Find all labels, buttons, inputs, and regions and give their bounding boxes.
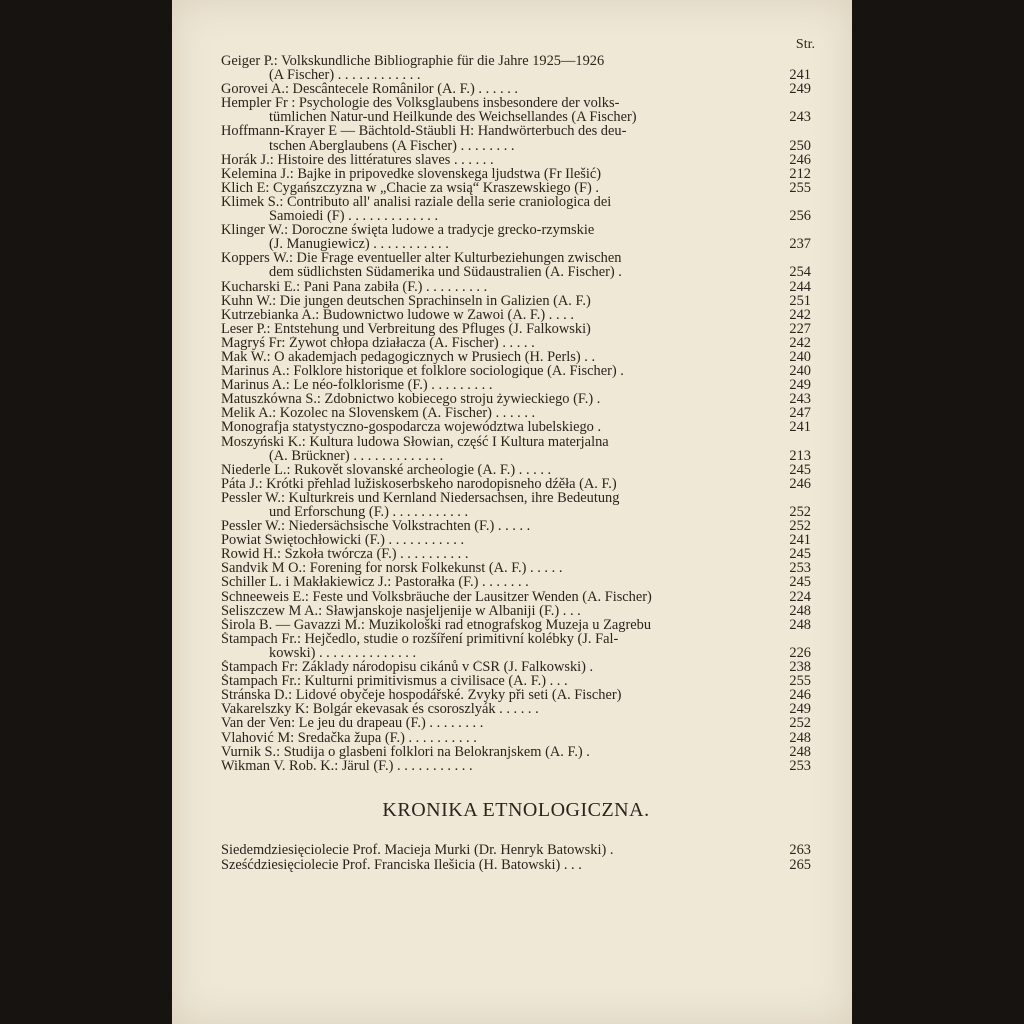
page-number: 241 [789,532,811,549]
toc-entry [221,547,811,561]
entry-text [221,82,771,96]
page-number: 248 [789,616,811,633]
entry-text [221,618,771,632]
toc-entry [221,336,811,350]
entry-text [221,124,771,152]
page-number: 251 [789,292,811,309]
entry-line: Monografja statystyczno-gospodarcza województwa lubelskiego . [221,420,602,435]
entry-text [221,575,771,589]
entry-line: Kuhn W.: Die jungen deutschen Sprachinseln in Galizien (A. F.) [221,293,591,308]
toc-entry [221,406,811,420]
entry-text [221,858,771,873]
toc-entry [221,82,811,96]
entry-text [221,96,771,124]
page-number: 241 [789,419,811,436]
entry-line: Van der Ven: Le jeu du drapeau (F.) . . . . . . . . [221,716,484,731]
entry-text [221,477,771,491]
toc-entry [221,420,811,434]
entry-text [221,336,771,350]
entry-text [221,420,771,434]
toc-entry [221,858,811,873]
entry-line: Geiger P.: Volkskundliche Bibliographie für die Jahre 1925—1926 [221,54,605,69]
entry-line: Niederle L.: Rukovět slovanské archeologie (A. F.) . . . . . [221,462,552,477]
entries-list [221,54,811,773]
entry-line: Štampach Fr.: Hejčedlo, studie o rozšíření primitivní kolébky (J. Fal- [221,631,619,646]
toc-entry [221,843,811,858]
page-number: 238 [789,659,811,676]
page-number: 263 [789,841,811,858]
entry-line: Marinus A.: Le néo-folklorisme (F.) . . . . . . . . . [221,378,493,393]
entry-text [221,731,771,745]
entry-text [221,519,771,533]
entry-line: Hempler Fr : Psychologie des Volksglaubens insbesondere der volks- [221,96,620,111]
entry-line: Mak W.: O akademjach pedagogicznych w Prusiech (H. Perls) . . [221,349,596,365]
toc-entry [221,251,811,279]
entry-line: Melik A.: Kozolec na Slovenskem (A. Fischer) . . . . . . [221,406,536,421]
page-number: 253 [789,757,811,774]
entry-text [221,688,771,702]
toc-entry [221,124,811,152]
entry-line: Štampach Fr.: Kulturni primitivismus a civilisace (A. F.) . . . [221,674,568,689]
entry-line: Horák J.: Histoire des littératures slaves . . . . . . [221,152,494,167]
entry-text [221,392,771,406]
entry-line: Kucharski E.: Pani Pana zabiła (F.) . . . . . . . . . [221,279,488,294]
entry-text [221,632,771,660]
entry-line: (A. Brückner) . . . . . . . . . . . . . [269,448,444,463]
entry-text [221,223,771,251]
entry-line: Sześćdziesięciolecie Prof. Franciska Ilešicia (H. Batowski) . . . [221,857,582,873]
entry-line: Gorovei A.: Descântecele Românilor (A. F.) . . . . . . [221,82,518,97]
entry-line: Klinger W.: Doroczne święta ludowe a tradycje grecko-rzymskie [221,223,595,238]
entry-text [221,702,771,716]
entry-line: Wikman V. Rob. K.: Järul (F.) . . . . . . . . . . . [221,758,473,773]
kronika-entries-list [221,843,811,873]
toc-entry [221,435,811,463]
entry-text [221,322,771,336]
page-number: 246 [789,475,811,492]
table-of-contents [221,36,815,873]
toc-entry [221,716,811,730]
toc-entry [221,477,811,491]
entry-line: Vlahović M: Sredačka župa (F.) . . . . . . . . . . [221,730,477,745]
entry-line: tümlichen Natur-und Heilkunde des Weichsellandes (A Fischer) [269,110,637,125]
toc-entry [221,350,811,364]
entry-line: Klich E: Cygańszczyzna w „Chacie za wsią“ Kraszewskiego (F) . [221,180,600,195]
toc-entry [221,463,811,477]
entry-line: Seliszczew M A.: Sławjanskoje nasjeljenije w Albaniji (F.) . . . [221,603,581,618]
entry-line: Kutrzebianka A.: Budownictwo ludowe w Zawoi (A. F.) . . . . [221,307,574,322]
entry-text [221,674,771,688]
page-number: 240 [789,363,811,380]
toc-entry [221,561,811,575]
toc-entry [221,181,811,195]
toc-entry [221,731,811,745]
page-number: 244 [789,278,811,295]
toc-entry [221,688,811,702]
toc-entry [221,195,811,223]
toc-entry [221,590,811,604]
toc-entry [221,322,811,336]
entry-text [221,167,771,181]
toc-entry [221,96,811,124]
toc-entry [221,533,811,547]
entry-line: Vakarelszky K: Bolgár ekevasak és csoroszlyák . . . . . . [221,702,539,717]
page-number: 249 [789,701,811,718]
entry-line: Leser P.: Entstehung und Verbreitung des Pfluges (J. Falkowski) [221,321,591,336]
entry-line: Pessler W.: Kulturkreis und Kernland Niedersachsen, ihre Bedeutung [221,490,620,505]
entry-line: Schneeweis E.: Feste und Volksbräuche der Lausitzer Wenden (A. Fischer) [221,589,652,604]
entry-line: Klimek S.: Contributo all' analisi raziale della serie craniologica dei [221,194,612,210]
page-number: 245 [789,574,811,591]
entry-text [221,660,771,674]
entry-text [221,604,771,618]
toc-entry [221,604,811,618]
entry-line: Samoiedi (F) . . . . . . . . . . . . . [269,209,439,224]
page-number: 254 [789,264,811,281]
entry-text [221,350,771,364]
toc-entry [221,575,811,589]
page-number: 249 [789,377,811,394]
toc-entry [221,759,811,773]
entry-line: Sandvik M O.: Forening for norsk Folkekunst (A. F.) . . . . . [221,561,563,576]
entry-text [221,308,771,322]
entry-text [221,533,771,547]
entry-line: Štampach Fr: Základy národopisu cikánů v ČSR (J. Falkowski) . [221,660,594,675]
page-number: 242 [789,306,811,323]
entry-line: Rowid H.: Szkoła twórcza (F.) . . . . . . . . . . [221,547,469,562]
entry-line: Moszyński K.: Kultura ludowa Słowian, część I Kultura materjalna [221,434,609,449]
page-number: 250 [789,137,811,154]
page-column-header: Str. [795,37,815,52]
page-number: 227 [789,320,811,337]
entry-line: Vurnik S.: Studija o glasbeni folklori na Belokranjskem (A. F.) . [221,744,590,759]
entry-line: tschen Aberglaubens (A Fischer) . . . . . . . . [269,138,515,153]
entry-text [221,181,771,195]
toc-entry [221,660,811,674]
toc-entry [221,223,811,251]
entry-text [221,561,771,575]
page-number: 242 [789,334,811,351]
toc-entry [221,392,811,406]
page-number: 224 [789,588,811,605]
entry-text [221,843,771,858]
page-number: 247 [789,405,811,422]
toc-entry [221,745,811,759]
section-title: KRONIKA ETNOLOGICZNA. [382,798,650,821]
toc-entry [221,364,811,378]
entry-text [221,406,771,420]
page-number: 252 [789,518,811,535]
toc-entry [221,519,811,533]
entry-line: Siedemdziesięciolecie Prof. Macieja Murki (Dr. Henryk Batowski) . [221,842,614,858]
page-number: 265 [789,856,811,873]
entry-line: dem südlichsten Südamerika und Südaustralien (A. Fischer) . [269,265,622,280]
entry-text [221,435,771,463]
page-number: 246 [789,687,811,704]
entry-line: Magryś Fr: Żywot chłopa działacza (A. Fischer) . . . . . [221,335,535,350]
entry-text [221,195,771,223]
entry-text [221,463,771,477]
toc-entry [221,702,811,716]
entry-line: Pessler W.: Niedersächsische Volkstrachten (F.) . . . . . [221,519,531,534]
page-number: 246 [789,151,811,168]
entry-line: (J. Manugiewicz) . . . . . . . . . . . [269,237,449,252]
page-number: 252 [789,715,811,732]
toc-entry [221,54,811,82]
page-number: 243 [789,391,811,408]
entry-text [221,153,771,167]
entry-text [221,251,771,279]
entry-line: Páta J.: Krótki přehlad lužiskoserbskeho narodopisneho dźěła (A. F.) [221,476,617,491]
entry-text [221,547,771,561]
page-number: 243 [789,109,811,126]
page-number: 248 [789,602,811,619]
entry-text [221,716,771,730]
toc-entry [221,378,811,392]
entry-text [221,294,771,308]
page-number: 255 [789,179,811,196]
page-number: 256 [789,208,811,225]
page-number: 253 [789,560,811,577]
entry-line: Matuszkówna S.: Zdobnictwo kobiecego stroju żywieckiego (F.) . [221,392,601,407]
entry-line: Powiat Świętochłowicki (F.) . . . . . . . . . . . [221,533,465,548]
page-number: 213 [789,447,811,464]
page-number: 252 [789,504,811,520]
entry-text [221,745,771,759]
toc-entry [221,294,811,308]
entry-text [221,364,771,378]
page-number: 248 [789,729,811,746]
entry-line: Hoffmann-Krayer E — Bächtold-Stäubli H: Handwörterbuch des deu- [221,124,627,139]
entry-line: (A Fischer) . . . . . . . . . . . . [269,68,421,83]
page-number: 249 [789,81,811,98]
entry-text [221,54,771,82]
entry-line: Širola B. — Gavazzi M.: Muzikološki rad etnografskog Muzeja u Zagrebu [221,617,652,632]
toc-entry [221,674,811,688]
page-number: 226 [789,644,811,661]
page-number: 241 [789,67,811,84]
toc-entry [221,153,811,167]
entry-text [221,280,771,294]
page-number: 212 [789,165,811,182]
page-number: 255 [789,673,811,690]
entry-line: Koppers W.: Die Frage eventueller alter Kulturbeziehungen zwischen [221,251,622,266]
entry-line: und Erforschung (F.) . . . . . . . . . . . [269,505,469,520]
toc-entry [221,491,811,519]
page-number: 245 [789,461,811,478]
entry-line: kowski) . . . . . . . . . . . . . . [269,645,417,661]
page-number: 245 [789,546,811,563]
toc-entry [221,167,811,181]
entry-text [221,491,771,519]
toc-entry [221,280,811,294]
page-number: 248 [789,743,811,760]
toc-entry [221,632,811,660]
entry-line: Marinus A.: Folklore historique et folklore sociologique (A. Fischer) . [221,364,624,379]
toc-entry [221,308,811,322]
page-number: 237 [789,236,811,253]
entry-text [221,759,771,773]
entry-line: Schiller L. i Makłakiewicz J.: Pastorałka (F.) . . . . . . . [221,575,529,590]
toc-entry [221,618,811,632]
entry-line: Kelemina J.: Bajke in pripovedke slovenskega ljudstwa (Fr Ilešić) [221,166,602,181]
entry-text [221,590,771,604]
entry-line: Stránska D.: Lidové obyčeje hospodářské. Zvyky při seti (A. Fischer) [221,688,622,703]
page-number: 240 [789,348,811,365]
document-page [172,0,852,1024]
entry-text [221,378,771,392]
